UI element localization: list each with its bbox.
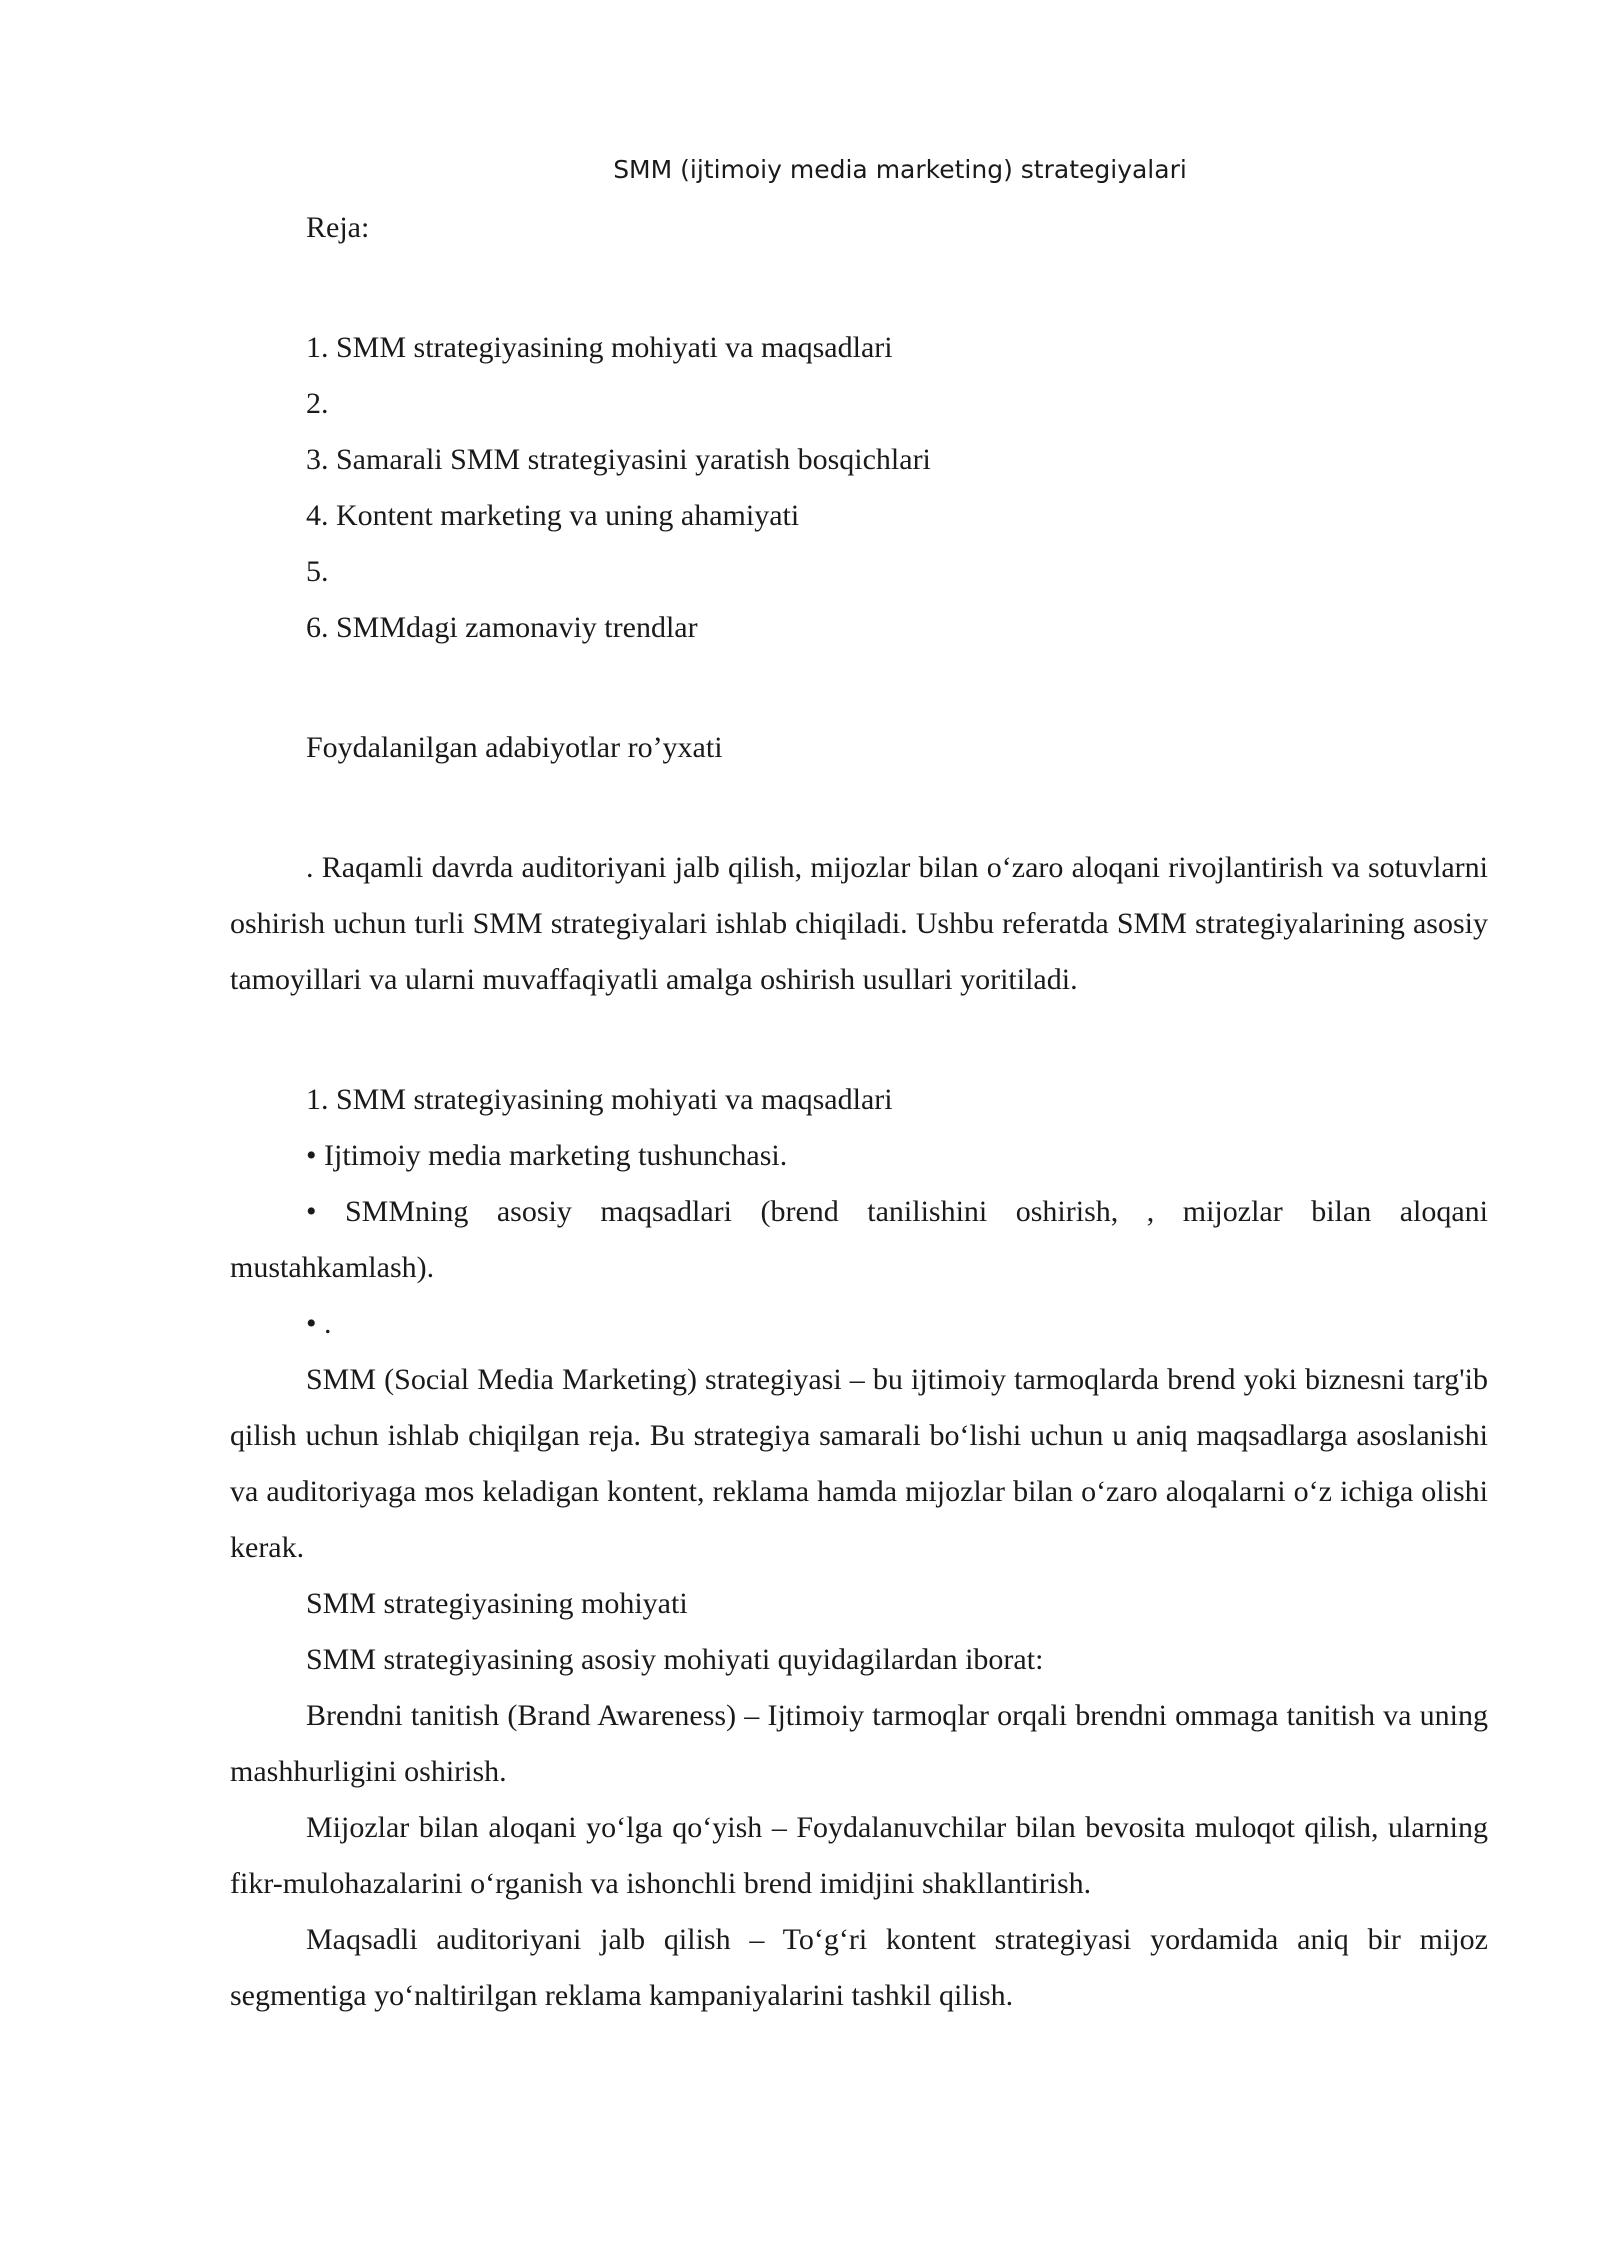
document-body [230, 200, 1488, 2024]
point-paragraph: Maqsadli auditoriyani jalb qilish – To‘g‘ri kontent strategiyasi yordamida aniq bir mijoz segmentiga yo‘naltirilgan reklama kampaniyalarini tashkil qilish. [230, 1923, 1488, 2012]
bullet-item: • . [306, 1307, 332, 1340]
bullet-item: • SMMning asosiy maqsadlari (brend tanilishini oshirish, , mijozlar bilan aloqani mustahkamlash). [230, 1195, 1488, 1284]
spacer [230, 656, 1488, 720]
lead-text: SMM strategiyasining asosiy mohiyati quyidagilardan iborat: [306, 1643, 1044, 1676]
plan-heading: Reja: [306, 211, 370, 244]
plan-list [230, 320, 1488, 656]
bullet-item: • Ijtimoiy media marketing tushunchasi. [306, 1139, 788, 1172]
subheading: SMM strategiyasining mohiyati [306, 1587, 688, 1620]
document-title: SMM (ijtimoiy media marketing) strategiyalari [613, 155, 1187, 184]
spacer [230, 256, 1488, 320]
intro-paragraph: . Raqamli davrda auditoriyani jalb qilish, mijozlar bilan o‘zaro aloqani rivojlantirish va sotuvlarni oshirish uchun turli SMM strategiyalari ishlab chiqiladi. Ushbu referatda SMM strategiyalarining asosiy tamoyillari va ularni muvaffaqiyatli amalga oshirish usullari yoritiladi. [230, 851, 1488, 996]
spacer [230, 776, 1488, 840]
plan-item: 2. [306, 387, 329, 420]
section-heading: 1. SMM strategiyasining mohiyati va maqsadlari [306, 1083, 893, 1116]
point-paragraph: Brendni tanitish (Brand Awareness) – Ijtimoiy tarmoqlar orqali brendni ommaga tanitish va uning mashhurligini oshirish. [230, 1699, 1488, 1788]
spacer [230, 1008, 1488, 1072]
section-paragraph: SMM (Social Media Marketing) strategiyasi – bu ijtimoiy tarmoqlarda brend yoki biznesni targ'ib qilish uchun ishlab chiqilgan reja. Bu strategiya samarali bo‘lishi uchun u aniq maqsadlarga asoslanishi va auditoriyaga mos keladigan kontent, reklama hamda mijozlar bilan o‘zaro aloqalarni o‘z ichiga olishi kerak. [230, 1363, 1488, 1564]
plan-item: 6. SMMdagi zamonaviy trendlar [306, 611, 698, 644]
plan-item: 3. Samarali SMM strategiyasini yaratish bosqichlari [306, 443, 931, 476]
plan-item: 1. SMM strategiyasining mohiyati va maqsadlari [306, 331, 893, 364]
plan-item: 5. [306, 555, 329, 588]
references-heading: Foydalanilgan adabiyotlar ro’yxati [306, 731, 723, 764]
point-paragraph: Mijozlar bilan aloqani yo‘lga qo‘yish – Foydalanuvchilar bilan bevosita muloqot qilish, ularning fikr-mulohazalarini o‘rganish va ishonchli brend imidjini shakllantirish. [230, 1811, 1488, 1900]
plan-item: 4. Kontent marketing va uning ahamiyati [306, 499, 800, 532]
